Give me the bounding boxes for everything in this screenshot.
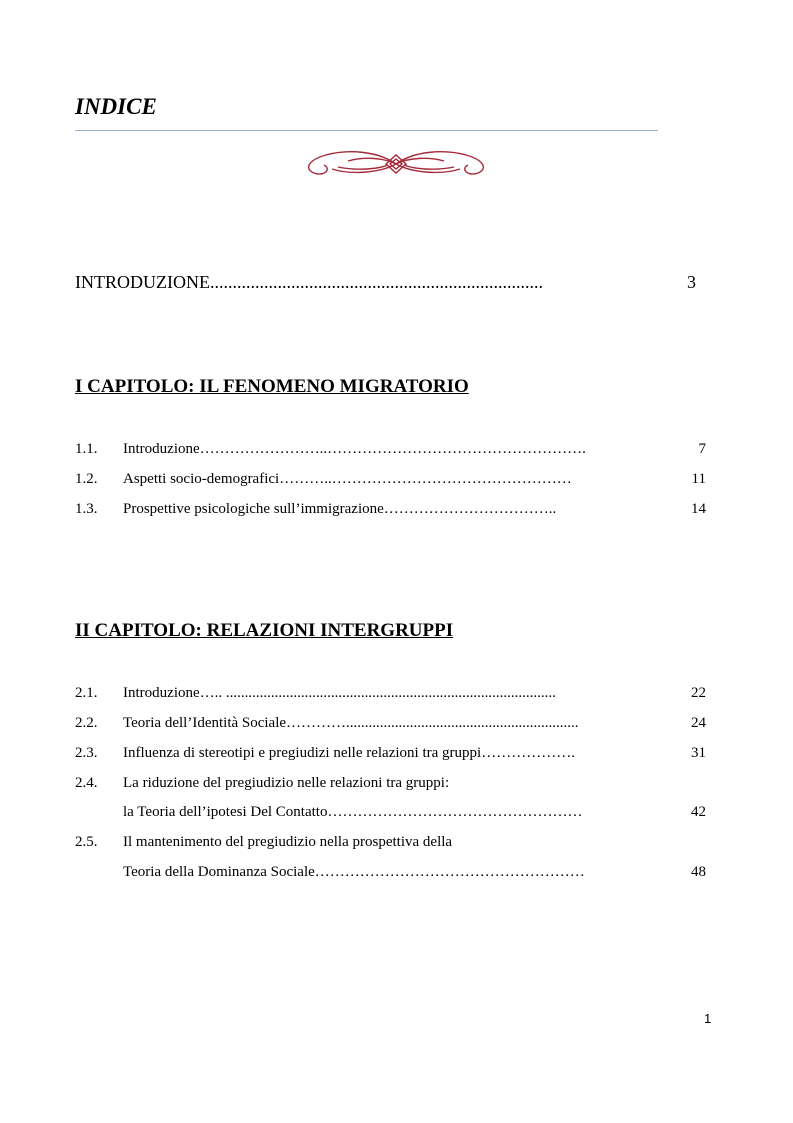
page-title: INDICE xyxy=(75,94,157,119)
toc-page-number: 31 xyxy=(691,745,706,761)
toc-page-number: 7 xyxy=(698,441,706,457)
toc-entry-number: 2.5. xyxy=(75,834,98,850)
toc-page-number: 42 xyxy=(691,804,706,820)
toc-page-number: 48 xyxy=(691,864,706,880)
toc-entry-title[interactable]: Introduzione……………………..……………………………………………. xyxy=(123,441,586,457)
decorative-flourish-icon xyxy=(298,147,494,181)
toc-entry-title[interactable]: La riduzione del pregiudizio nelle relazioni tra gruppi: xyxy=(123,775,450,791)
toc-entry-number: 2.4. xyxy=(75,775,98,791)
toc-page-number: 14 xyxy=(691,501,706,517)
toc-entry-title-continued[interactable]: Teoria della Dominanza Sociale……………………………………………… xyxy=(123,864,585,880)
toc-entry-title[interactable]: Teoria dell’Identità Sociale………….............................................................. xyxy=(123,715,579,731)
chapter-2-heading[interactable]: II CAPITOLO: RELAZIONI INTERGRUPPI xyxy=(75,620,454,641)
toc-leader: .......................................................................... xyxy=(209,272,543,292)
toc-entry-number: 1.3. xyxy=(75,501,98,517)
toc-page-number: 3 xyxy=(687,272,696,292)
toc-page-number: 11 xyxy=(691,471,706,487)
toc-entry-title[interactable]: Prospettive psicologiche sull’immigrazione…………………………….. xyxy=(123,501,557,517)
toc-page-number: 24 xyxy=(691,715,706,731)
toc-entry-number: 2.3. xyxy=(75,745,98,761)
toc-entry-title[interactable]: Influenza di stereotipi e pregiudizi nelle relazioni tra gruppi………………. xyxy=(123,745,575,761)
toc-entry-number: 2.2. xyxy=(75,715,98,731)
toc-entry-label: INTRODUZIONE xyxy=(75,272,210,292)
toc-entry-number: 1.2. xyxy=(75,471,98,487)
toc-entry-introduzione[interactable] xyxy=(75,272,543,293)
toc-entry-number: 1.1. xyxy=(75,441,98,457)
heading-divider xyxy=(75,130,658,131)
toc-entry-number: 2.1. xyxy=(75,685,98,701)
footer-page-number: 1 xyxy=(704,1011,712,1026)
toc-entry-title[interactable]: Il mantenimento del pregiudizio nella prospettiva della xyxy=(123,834,453,850)
toc-entry-title[interactable]: Aspetti socio-demografici………..………………………………………… xyxy=(123,471,572,487)
toc-entry-title-continued[interactable]: la Teoria dell’ipotesi Del Contatto…………………………………………… xyxy=(123,804,583,820)
toc-page-number: 22 xyxy=(691,685,706,701)
chapter-1-heading[interactable]: I CAPITOLO: IL FENOMENO MIGRATORIO xyxy=(75,376,469,397)
toc-entry-title[interactable]: Introduzione….. ........................................................................................ xyxy=(123,685,556,701)
